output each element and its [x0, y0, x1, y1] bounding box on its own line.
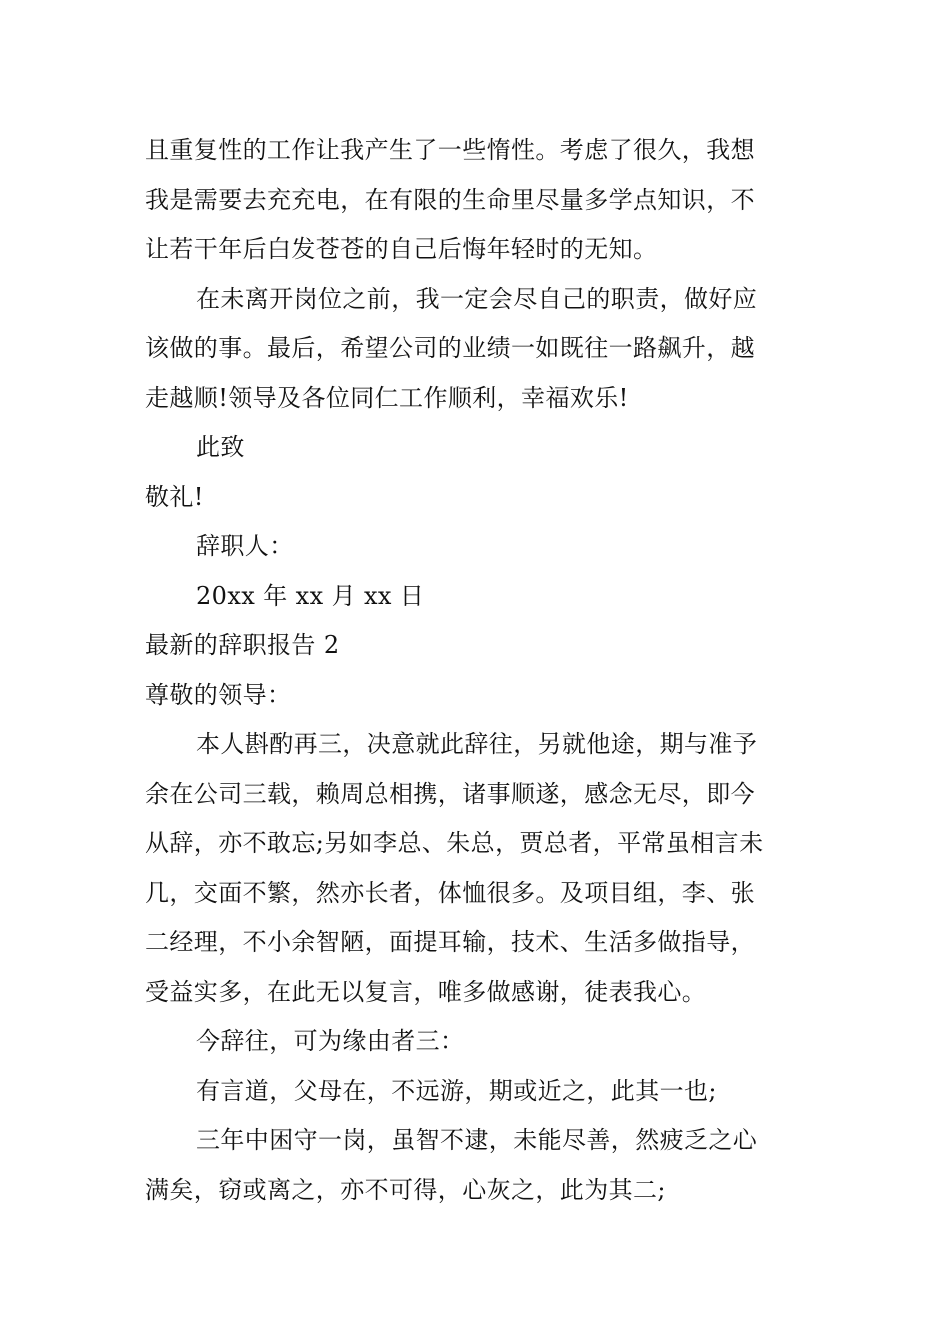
text-line: 辞职人： — [196, 532, 294, 560]
document-body — [145, 126, 815, 1215]
text-line: 今辞往，可为缘由者三： — [196, 1027, 465, 1055]
text-line: 走越顺!领导及各位同仁工作顺利，幸福欢乐! — [145, 383, 629, 412]
text-line: 受益实多，在此无以复言，唯多做感谢，徒表我心。 — [145, 977, 707, 1006]
text-line: 尊敬的领导： — [145, 680, 292, 709]
text-line: 此致 — [196, 433, 245, 461]
text-line: 有言道，父母在，不远游，期或近之，此其一也; — [196, 1076, 717, 1105]
text-line: 最新的辞职报告 2 — [145, 631, 340, 659]
text-line: 且重复性的工作让我产生了一些惰性。考虑了很久，我想 — [145, 136, 755, 164]
text-line: 该做的事。最后，希望公司的业绩一如既往一路飙升，越 — [145, 334, 755, 362]
text-line: 我是需要去充充电，在有限的生命里尽量多学点知识，不 — [145, 185, 755, 214]
text-line: 余在公司三载，赖周总相携，诸事顺遂，感念无尽，即今 — [145, 779, 755, 808]
text-line: 本人斟酌再三，决意就此辞往，另就他途，期与准予 — [196, 730, 758, 758]
text-line: 满矣，窃或离之，亦不可得，心灰之，此为其二; — [145, 1175, 666, 1204]
text-line: 从辞，亦不敢忘;另如李总、朱总，贾总者，平常虽相言未 — [145, 829, 764, 857]
text-line: 在未离开岗位之前，我一定会尽自己的职责，做好应 — [196, 284, 758, 313]
text-line: 敬礼! — [145, 482, 204, 511]
text-line: 几，交面不繁，然亦长者，体恤很多。及项目组，李、张 — [145, 878, 755, 907]
text-line: 让若干年后白发苍苍的自己后悔年轻时的无知。 — [145, 235, 658, 263]
text-line: 20xx 年 xx 月 xx 日 — [196, 581, 425, 610]
text-line: 二经理，不小余智陋，面提耳输，技术、生活多做指导， — [145, 928, 755, 956]
text-line: 三年中困守一岗，虽智不逮，未能尽善，然疲乏之心 — [196, 1126, 758, 1154]
